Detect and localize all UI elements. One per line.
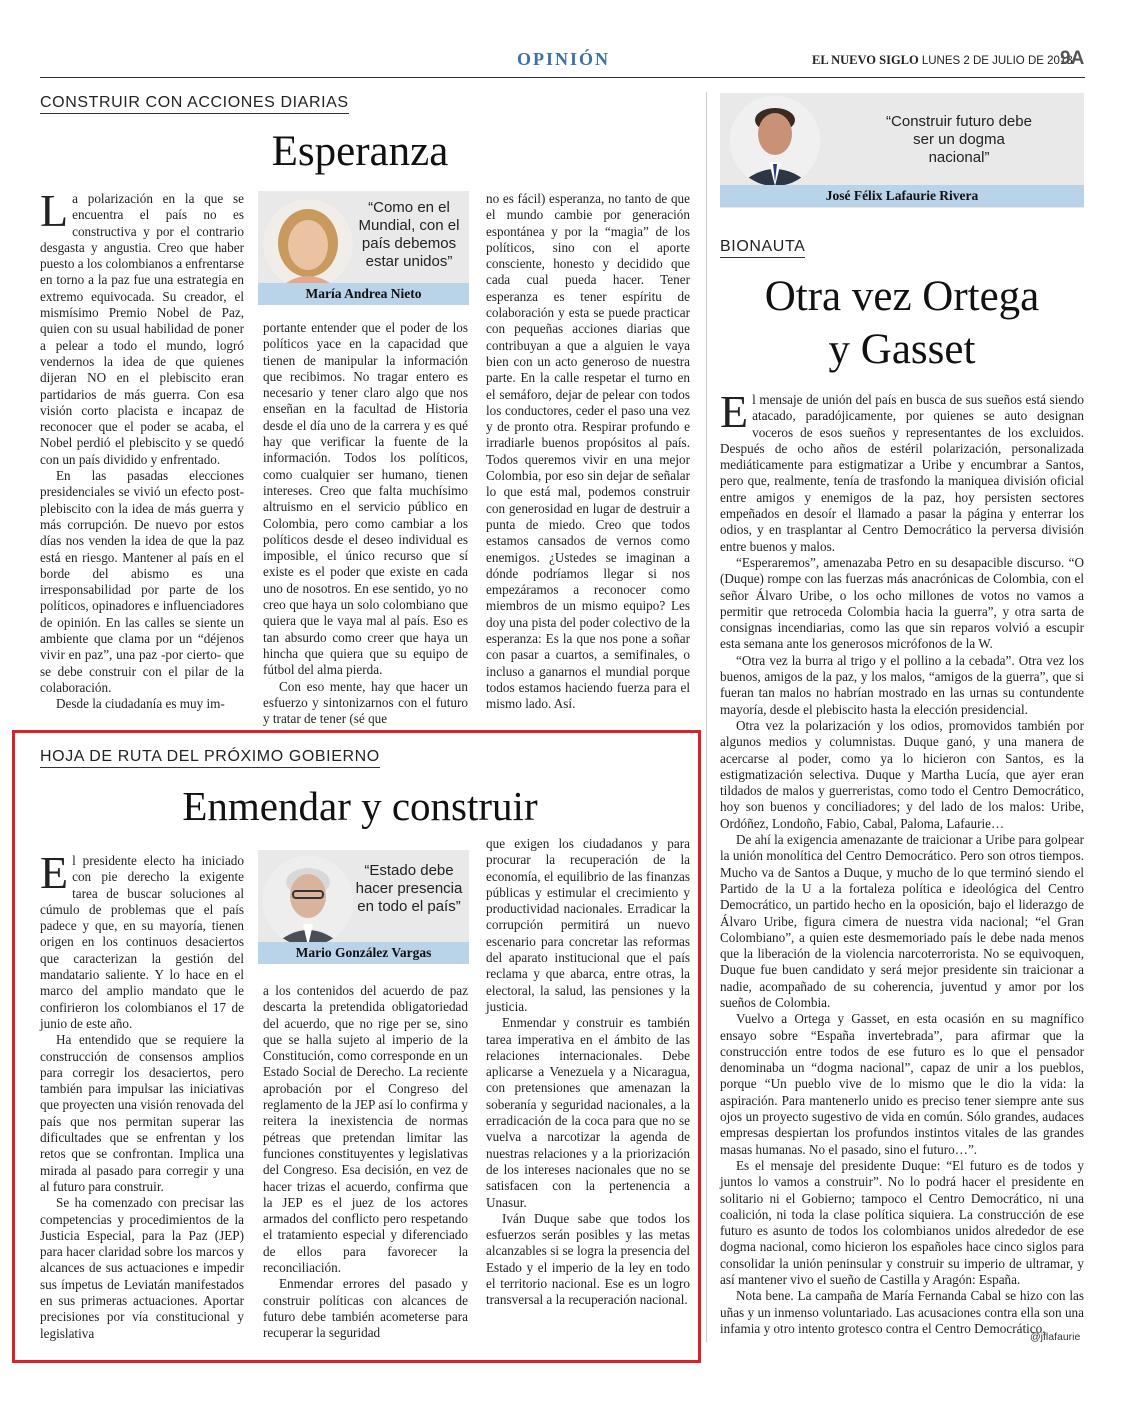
author-handle: @jflafaurie xyxy=(1030,1331,1081,1343)
article2-quote: “Estado debe hacer presencia en todo el país” xyxy=(355,862,463,915)
article3-quote: “Construir futuro debe ser un dogma nacional” xyxy=(886,113,1032,166)
article1-paragraph: Con eso mente, hay que hacer un esfuerzo y sintonizarnos con el futuro y tratar de tener (sé que xyxy=(263,678,468,727)
article2-paragraph: l presidente electo ha iniciado con pie derecho la exigente tarea de buscar soluciones al cúmulo de problemas que el país padece y que, en su mayoría, tienen origen en los continuos desaciertos que caracterizan la gestión del mandatario saliente. Y lo hace en el marco del amplio mandato que le confirieron los colombianos el 17 de junio de este año. xyxy=(40,853,244,1031)
column-divider xyxy=(706,92,707,1342)
page-number: 9A xyxy=(1060,48,1085,69)
article3-title-line: y Gasset xyxy=(828,326,976,373)
article2-paragraph: a los contenidos del acuerdo de paz descarta la pretendida obligatoriedad del acuerdo, que no rige per se, sino que se halla sujeto al imperio de la Constitución, como corresponde en un Estado Social de Derecho. La reciente aprobación por el Congreso del reglamento de la JEP así lo confirma y reitera la inexistencia de normas pétreas que pretendan limitar las funciones constituyentes y legislativas del Congreso. Esa decisión, en vez de hacer trizas el acuerdo, confirma que la JEP es el juez de los actores armados del conflicto pero respetando el tratamiento especial y diferenciado de ellos para favorecer la reconciliación. xyxy=(263,983,468,1276)
article3-author: José Félix Lafaurie Rivera xyxy=(720,185,1084,207)
article1-author: María Andrea Nieto xyxy=(258,283,469,305)
article3-title-line: Otra vez Ortega xyxy=(764,273,1040,320)
article2-paragraph: Ha entendido que se requiere la construcción de consensos amplios para corregir los desaciertos, pero también para impulsar las iniciativas que proyecten una visión renovada del país que nos permitan superar las dificultades que se enfrentan y los retos que se confrontan. Implica una mirada al pasado para corregir y una al futuro para construir. xyxy=(40,1032,244,1194)
article3-body xyxy=(720,386,1084,1337)
issue-date: LUNES 2 DE JULIO DE 2018 xyxy=(921,55,1073,67)
author-portrait xyxy=(263,856,353,946)
portrait-woman-icon xyxy=(263,199,353,289)
article1-paragraph: no es fácil) esperanza, no tanto de que el mundo cambie por generación espontánea y por la “magia” de los políticos, sino con el aporte consciente, honesto y decidido que cada cual pueda hacer. Tener esperanza es tener espíritu de colaboración y esta se puede practicar con pequeñas acciones diarias que contribuyan a que a alguien le vaya bien con un acto generoso de nuestra parte. En la calle respetar el turno en el semáforo, dejar de pelear con todos los conductores, ceder el paso una vez y de pronto otra. Respirar profundo e irradiarle buenos propósitos al país. Todos queremos vivir en una mejor Colombia, por eso sin dejar de señalar lo que está mal, podemos construir con generosidad en lugar de destruir a punta de miedo. Creo que todos estamos cansados de vernos como enemigos. ¿Ustedes se imaginan a dónde podríamos llegar si nos empezáramos a reconocer como miembros de un mismo equipo? Les doy una pista del poder colectivo de la esperanza: Es la que nos pone a soñar con pasar a cuartos, a semifinales, o incluso a ganarnos el mundial porque todos estamos haciendo fuerza para el mismo lado. Así. xyxy=(486,191,690,712)
article3-title xyxy=(720,270,1084,376)
article1-kicker: CONSTRUIR CON ACCIONES DIARIAS xyxy=(40,94,349,114)
article3-paragraph: l mensaje de unión del país en busca de sus sueños está siendo atacado, paradójicamente, por quienes se auto designan voceros de esos sueños y representantes de los excluidos. Después de ocho años de estéril polarización, personalizada mediáticamente para estigmatizar a Uribe y encumbrar a Santos, pero que, realmente, tenía de trasfondo la maniquea división oficial entre amigos y enemigos de la paz, hoy persisten sectores empeñados en desoír el llamado a pasar la página y enterrar los odios, y en trasplantar al Centro Democrático la perversa división entre buenos y malos. xyxy=(720,392,1084,554)
article3-paragraph: “Esperaremos”, amenazaba Petro en su desapacible discurso. “O (Duque) rompe con las fuerzas más anacrónicas de Colombia, con el señor Álvaro Uribe, o los ocho millones de votos no vamos a permitir que retroceda Colombia hacia la guerra”, y otra sarta de consignas incendiarias, como las que sin reparos volvió a escupir esta semana ante los generosos micrófonos de la W. xyxy=(720,554,1084,652)
article1-paragraph: En las pasadas elecciones presidenciales se vivió un efecto post-plebiscito con la idea de más guerra y más corrupción. De nuevo por estos días nos venden la idea de que la paz está en riesgo. Mantener al país en el borde del abismo es una irresponsabilidad por parte de los políticos, opinadores e influenciadores de opinión. En las calles se siente un ambiente que clama por un “déjenos vivir en paz”, una paz -por cierto- que se debe construir con el pilar de la colaboración. xyxy=(40,468,244,695)
article2-paragraph: que exigen los ciudadanos y para procurar la recuperación de la economía, el equilibrio de las finanzas públicas y estimular el crecimiento y productividad nacionales. Erradicar la corrupción permitirá un nuevo escenario para concretar las reformas del aparato institucional que el país reclama y que abarca, entre otras, la electoral, la salud, las pensiones y la justicia. xyxy=(486,836,690,1014)
author-portrait xyxy=(730,96,820,186)
article2-dropcap: E xyxy=(40,847,69,898)
article3-dropcap: E xyxy=(720,386,749,437)
article1-dropcap: L xyxy=(40,185,69,236)
article2-title: Enmendar y construir xyxy=(182,783,538,829)
article1-column-2 xyxy=(263,320,468,727)
article2-author: Mario González Vargas xyxy=(258,942,469,964)
article2-kicker: HOJA DE RUTA DEL PRÓXIMO GOBIERNO xyxy=(40,748,380,768)
article2-paragraph: Enmendar y construir es también tarea imperativa en el ámbito de las relaciones internacionales. Debe aplicarse a Venezuela y a Nicaragua, con pretensiones que amenazan la soberanía y seguridad nacionales, a la erradicación de la coca para que no se vuelva a narcotizar la agenda de nuestras relaciones y a la priorización de los intereses nacionales que no se satisfacen con la pertenencia a Unasur. xyxy=(486,1015,690,1210)
masthead xyxy=(812,53,1073,68)
article3-paragraph: De ahí la exigencia amenazante de traicionar a Uribe para golpear la unión monolítica del Centro Democrático. Pero son otros tiempos. Mucho va de Santos a Duque, y mucho de lo que terminó siendo el Partido de la U a la fortaleza política e ideológica del Centro Democrático, un partido hecho en la oposición, bajo el liderazgo de Álvaro Uribe, figura cimera de nuestra vida nacional; “el Gran Colombiano”, a quien este desmemoriado país le debe nada menos que la liberación de la violencia narcoterrorista. No se equivoquen, Duque fue buen candidato y será mejor presidente sin traicionar a nadie, acompañado de su coherencia, juventud y amor por los sueños de Colombia. xyxy=(720,832,1084,1010)
article3-paragraph: Vuelvo a Ortega y Gasset, en esta ocasión en su magnífico ensayo sobre “España invertebrada”, para afirmar que la construcción entre todos de ese futuro es lo que el pensador denominaba un “dogma nacional”, capaz de unir a los pueblos, porque “Un pueblo vive de lo mismo que le dio la vida: la aspiración. Para mantenerlo unido es preciso tener siempre ante sus ojos un proyecto sugestivo de vida en común. Sólo grandes, audaces empresas despiertan los profundos instintos vitales de las grandes masas humanas. No el pasado, sino el futuro…”. xyxy=(720,1011,1084,1157)
article1-paragraph: a polarización en la que se encuentra el país no es constructiva y por el contrario desgasta y angustia. Creo que haber puesto a los colombianos a enfrentarse en torno a la paz fue una estrategia en extremo equivocada. Su creador, el mismísimo Premio Nobel de Paz, quien con su usual habilidad de poner a pelear a todo el mundo, logró vendernos la idea de que quienes dijeran NO en el plebiscito eran partidarios de más guerra. Con esa visión corto placista e incapaz de reconocer que el poder se acaba, el Nobel perdió el plebiscito y se quedó con un país dividido y enfrentado. xyxy=(40,191,244,467)
article3-paragraph: Otra vez la polarización y los odios, promovidos también por algunos medios y columnistas. Duque ganó, y una manera de acercarse al poder, como ya lo hicieron con Santos, es la estigmatización selectiva. Duque y Martha Lucía, que ayer eran tildados de malos y guerreristas, como todo el Centro Democrático, hoy son buenos y conciliadores; y del lado de los malos: Uribe, Ordóñez, Londoño, Fabio, Cabal, Paloma, Lafaurie… xyxy=(720,717,1084,831)
article3-paragraph: Es el mensaje del presidente Duque: “El futuro es de todos y juntos lo vamos a construir”. No lo podrá hacer el presidente en solitario ni el Gobierno; tampoco el Centro Democrático, ni una coalición, ni toda la clase política siquiera. La construcción de ese futuro es asunto de todos los colombianos unidos alrededor de ese dogma nacional, como hicieron los españoles hace cinco siglos para consolidar la unión peninsular y construir su imperio de ultramar, y así mantener vivo el sueño de Castilla y Aragón: España. xyxy=(720,1157,1084,1288)
portrait-man-icon xyxy=(263,856,353,946)
section-label: OPINIÓN xyxy=(517,49,611,69)
article1-paragraph: portante entender que el poder de los políticos yace en la capacidad que tienen de manipular la información que recibimos. No tragar entero es necesario y tener claro algo que nos enseñan en la facultad de Historia desde el día uno de la carrera y es qué hay que verificar la fuente de la información. Todos los políticos, como cualquier ser humano, tienen intereses. Creo que falta muchísimo altruismo en el servicio público en Colombia, pero como cambiar a los políticos desde el deseo individual es imposible, el único recurso que sí existe es el poder que existe en cada uno de nosotros. En ese sentido, yo no creo que haya un solo colombiano que quiera que le vaya mal al país. Eso es tan absurdo como creer que haya un hincha que quiera que su equipo de fútbol del alma pierda. xyxy=(263,320,468,678)
portrait-man-icon xyxy=(730,96,820,186)
article2-paragraph: Se ha comenzado con precisar las competencias y procedimientos de la Justicia Especial, para la Paz (JEP) para hacer claridad sobre los marcos y alcances de sus actuaciones e impedir sus ímpetus de Leviatán manifestados en sus primeras actuaciones. Aportar precisiones por vía constitucional y legislativa xyxy=(40,1195,244,1341)
article1-paragraph: Desde la ciudadanía es muy im- xyxy=(56,696,225,712)
article2-column-2 xyxy=(263,983,468,1342)
author-portrait xyxy=(263,199,353,289)
paper-name: EL NUEVO SIGLO xyxy=(812,53,919,67)
article1-title: Esperanza xyxy=(271,128,449,175)
header-rule xyxy=(40,77,1085,78)
article2-column-1 xyxy=(40,847,244,1342)
article1-column-3 xyxy=(486,191,690,713)
article3-paragraph: “Otra vez la burra al trigo y el pollino a la cebada”. Otra vez los buenos, amigos de la paz, y los malos, “amigos de la guerra”, que si fueran tan malos no habrían mostrado en las urnas su contundente mayoría, desde el plebiscito hasta la elección presidencial. xyxy=(720,652,1084,717)
article2-column-3 xyxy=(486,836,690,1309)
article3-paragraph: Nota bene. La campaña de María Fernanda Cabal se hizo con las uñas y un inmenso voluntariado. Las acusaciones contra ella son una infamia y otro intento grotesco contra el Centro Democrático. xyxy=(720,1288,1084,1336)
article2-paragraph: Enmendar errores del pasado y construir políticas con alcances de futuro debe también acometerse para recuperar la seguridad xyxy=(263,1276,468,1341)
article3-kicker: BIONAUTA xyxy=(720,238,805,258)
article2-paragraph: Iván Duque sabe que todos los esfuerzos serán posibles y las metas alcanzables si se logra la presencia del Estado y el imperio de la ley en todo el territorio nacional. Ese es un logro transversal a la recuperación nacional. xyxy=(486,1210,690,1308)
article1-quote: “Como en el Mundial, con el país debemos estar unidos” xyxy=(358,199,460,270)
article1-column-1 xyxy=(40,185,244,713)
